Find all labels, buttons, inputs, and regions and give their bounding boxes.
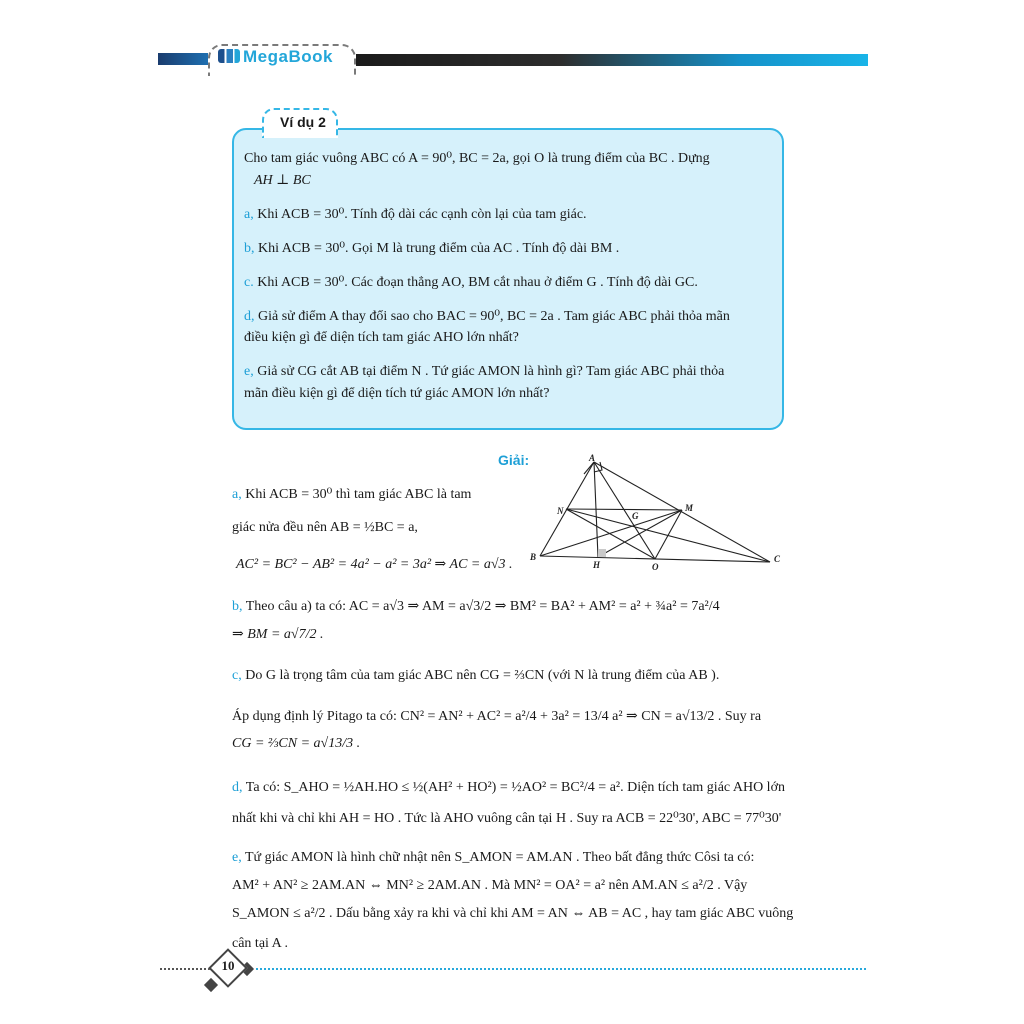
- solution-e-line-4: cân tại A .: [232, 936, 288, 951]
- segment-nm: [566, 509, 682, 510]
- solution-e-line-3: S_AMON ≤ a²/2 . Dấu bằng xảy ra khi và chỉ khi AM = AN ⇔ AB = AC , hay tam giác ABC vuông: [232, 906, 794, 921]
- example-title: Ví dụ 2: [280, 114, 326, 130]
- item-text: Khi ACB = 30⁰. Các đoạn thẳng AO, BM cắt nhau ở điểm G . Tính độ dài GC.: [253, 275, 698, 290]
- point-a-label: A: [589, 453, 596, 463]
- solution-a-line-2: giác nửa đều nên AB = ½BC = a,: [232, 520, 418, 535]
- solution-label: b,: [232, 599, 243, 614]
- segment-ac: [594, 462, 770, 562]
- triangle-figure: [526, 452, 786, 574]
- brand-mark-icon: [218, 49, 240, 63]
- footer-diamond-icon: [204, 978, 218, 992]
- solution-text: Ta có: S_AHO = ½AH.HO ≤ ½(AH² + HO²) = ½AO² = BC²/4 = a². Diện tích tam giác AHO lớn: [242, 780, 785, 795]
- solution-text: Tứ giác AMON là hình chữ nhật nên S_AMON = AM.AN . Theo bất đẳng thức Côsi ta có:: [241, 850, 755, 865]
- solution-label: e,: [232, 850, 242, 865]
- item-label: a,: [244, 207, 254, 222]
- solution-c-line-2: Áp dụng định lý Pitago ta có: CN² = AN² + AC² = a²/4 + 3a² = 13/4 a² ⇒ CN = a√13/2 . Suy ra: [232, 709, 762, 724]
- solution-a-line-1: [232, 486, 471, 503]
- solution-label: d,: [232, 780, 243, 795]
- solution-text: Theo câu a) ta có: AC = a√3 ⇒ AM = a√3/2 ⇒ BM² = BA² + AM² = a² + ¾a² = 7a²/4: [242, 599, 720, 614]
- solution-label: c,: [232, 668, 242, 683]
- point-b-label: B: [530, 552, 537, 562]
- example-item-d-cont: điều kiện gì để diện tích tam giác AHO lớn nhất?: [244, 330, 519, 345]
- point-o-label: O: [652, 562, 659, 572]
- solution-b-line-2: ⇒ BM = a√7/2 .: [232, 627, 324, 642]
- segment-no: [566, 509, 655, 559]
- example-intro-line-1: Cho tam giác vuông ABC có A = 90⁰, BC = 2a, gọi O là trung điểm của BC . Dựng: [244, 151, 710, 166]
- solution-c-line-3: CG = ⅔CN = a√13/3 .: [232, 736, 361, 751]
- example-item-e: [244, 364, 724, 380]
- item-text: Giả sử điểm A thay đổi sao cho BAC = 90⁰, BC = 2a . Tam giác ABC phải thỏa mãn: [254, 309, 730, 324]
- solution-title: Giải:: [498, 452, 530, 468]
- footer-dots-right: [256, 968, 866, 970]
- solution-e-line-1: [232, 850, 754, 866]
- example-item-e-cont: mãn điều kiện gì để diện tích tứ giác AMON lớn nhất?: [244, 386, 550, 401]
- item-text: Giả sử CG cắt AB tại điểm N . Tứ giác AMON là hình gì? Tam giác ABC phải thỏa: [253, 364, 725, 379]
- tick-a: [584, 462, 594, 474]
- solution-text: Khi ACB = 30⁰ thì tam giác ABC là tam: [241, 487, 472, 502]
- solution-d-line-1: [232, 780, 785, 796]
- brand-name: MegaBook: [243, 47, 333, 66]
- brand-logo: [218, 47, 333, 67]
- item-label: c.: [244, 275, 254, 290]
- point-c-label: C: [774, 554, 781, 564]
- solution-e-line-2: AM² + AN² ≥ 2AM.AN ⇔ MN² ≥ 2AM.AN . Mà MN² = OA² = a² nên AM.AN ≤ a²/2 . Vậy: [232, 878, 748, 893]
- solution-c-line-1: [232, 668, 719, 684]
- item-text: Khi ACB = 30⁰. Gọi M là trung điểm của AC . Tính độ dài BM .: [254, 241, 620, 256]
- solution-text: Do G là trọng tâm của tam giác ABC nên CG = ⅔CN (với N là trung điểm của AB ).: [241, 668, 720, 683]
- example-item-a: [244, 206, 587, 223]
- example-intro-line-2: AH ⊥ BC: [254, 173, 311, 188]
- header-bar-right: [356, 54, 868, 66]
- segment-ao: [594, 462, 655, 559]
- point-n-label: N: [557, 506, 564, 516]
- item-text: Khi ACB = 30⁰. Tính độ dài các cạnh còn lại của tam giác.: [253, 207, 587, 222]
- right-angle-fill: [598, 549, 606, 557]
- point-g-label: G: [632, 511, 639, 521]
- solution-label: a,: [232, 487, 242, 502]
- item-label: d,: [244, 309, 255, 324]
- solution-d-line-2: nhất khi và chỉ khi AH = HO . Tức là AHO vuông cân tại H . Suy ra ACB = 22⁰30', ABC = 77⁰30': [232, 811, 782, 826]
- solution-b-line-1: [232, 598, 720, 615]
- header-bar-left: [158, 53, 208, 65]
- example-item-d: [244, 308, 730, 325]
- footer-dots-left: [160, 968, 210, 970]
- point-h-label: H: [593, 560, 601, 570]
- example-item-b: [244, 240, 619, 257]
- solution-a-line-3: AC² = BC² − AB² = 4a² − a² = 3a² ⇒ AC = a√3 .: [236, 557, 513, 572]
- page-number: 10: [221, 958, 235, 973]
- example-item-c: [244, 274, 698, 291]
- item-label: b,: [244, 241, 255, 256]
- point-m-label: M: [685, 503, 694, 513]
- item-label: e,: [244, 364, 254, 379]
